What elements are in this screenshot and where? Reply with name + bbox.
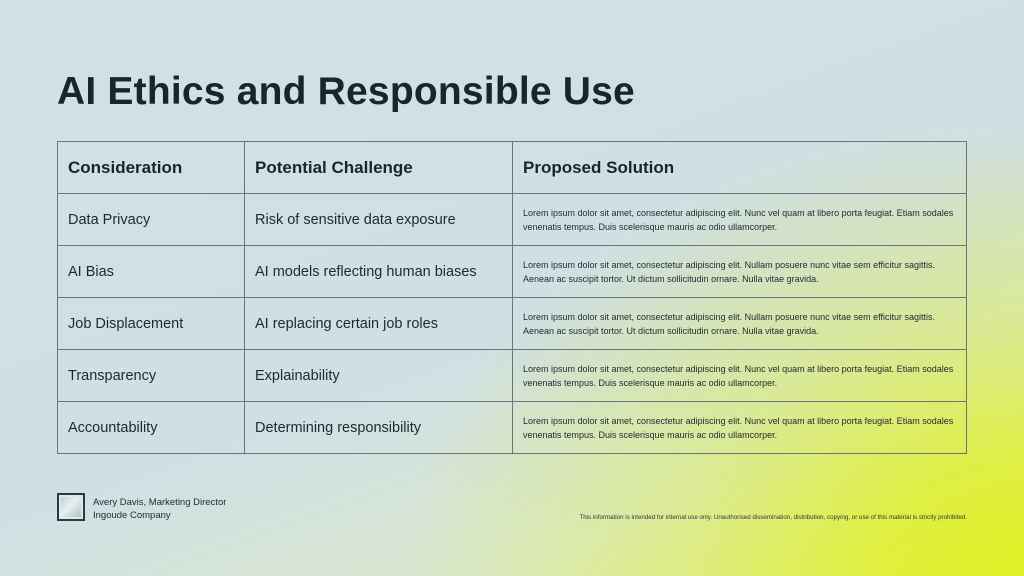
solution-cell: Lorem ipsum dolor sit amet, consectetur adipiscing elit. Nunc vel quam at libero porta feugiat. Etiam sodales venenatis tempus. Duis scelerisque mauris ac odio ullamcorper. [513,402,967,454]
consideration-cell: Transparency [58,350,245,402]
ethics-table [57,141,967,454]
solution-cell: Lorem ipsum dolor sit amet, consectetur adipiscing elit. Nunc vel quam at libero porta feugiat. Etiam sodales venenatis tempus. Duis scelerisque mauris ac odio ullamcorper. [513,194,967,246]
challenge-cell: Risk of sensitive data exposure [245,194,513,246]
challenge-cell: AI models reflecting human biases [245,246,513,298]
solution-cell: Lorem ipsum dolor sit amet, consectetur adipiscing elit. Nullam posuere nunc vitae sem efficitur sagittis. Aenean ac suscipit tortor. Ut dictum sollicitudin ornare. Nulla vitae gravida. [513,246,967,298]
table-row [58,350,967,402]
challenge-cell: AI replacing certain job roles [245,298,513,350]
consideration-cell: Data Privacy [58,194,245,246]
disclaimer-text: This information is intended for internal use only. Unauthorised dissemination, distribution, copying, or use of this material is strictly prohibited. [579,514,967,521]
challenge-cell: Determining responsibility [245,402,513,454]
table-row [58,246,967,298]
solution-cell: Lorem ipsum dolor sit amet, consectetur adipiscing elit. Nullam posuere nunc vitae sem efficitur sagittis. Aenean ac suscipit tortor. Ut dictum sollicitudin ornare. Nulla vitae gravida. [513,298,967,350]
consideration-cell: Job Displacement [58,298,245,350]
consideration-cell: AI Bias [58,246,245,298]
slide-title: AI Ethics and Responsible Use [57,70,635,113]
company-name: Ingoude Company [93,510,171,521]
header-proposed-solution: Proposed Solution [513,142,967,194]
table-row [58,402,967,454]
challenge-cell: Explainability [245,350,513,402]
square-logo-icon [57,493,85,521]
table-row [58,298,967,350]
table-row [58,194,967,246]
solution-cell: Lorem ipsum dolor sit amet, consectetur adipiscing elit. Nunc vel quam at libero porta feugiat. Etiam sodales venenatis tempus. Duis scelerisque mauris ac odio ullamcorper. [513,350,967,402]
header-potential-challenge: Potential Challenge [245,142,513,194]
table-header-row [58,142,967,194]
consideration-cell: Accountability [58,402,245,454]
presenter-block [93,496,226,522]
presenter-name: Avery Davis, Marketing Director [93,497,227,508]
header-consideration: Consideration [58,142,245,194]
